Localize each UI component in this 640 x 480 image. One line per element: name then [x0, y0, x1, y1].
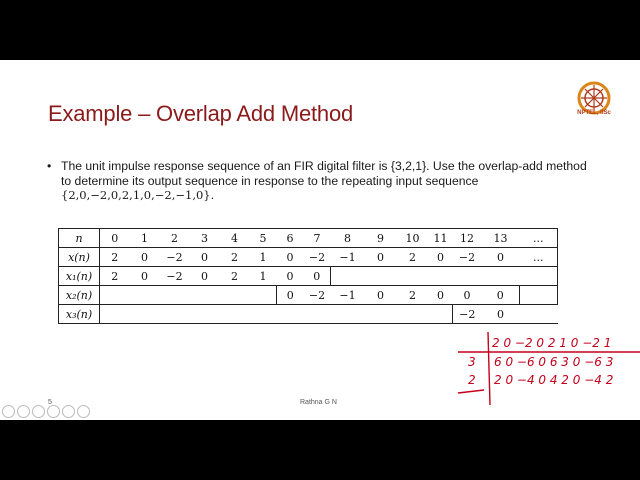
n-5: 5: [250, 229, 277, 248]
x3-12: −2: [453, 305, 482, 324]
hand-row-input: 2 0 −2 0 2 1 0 −2 1: [492, 336, 612, 350]
x1-0: 2: [100, 267, 130, 286]
slide-title: Example – Overlap Add Method: [48, 101, 354, 126]
n-0: 0: [100, 229, 130, 248]
row-label-x1: x₁(n): [59, 267, 100, 286]
row-label-n: n: [59, 229, 100, 248]
nav-next-icon[interactable]: [17, 405, 30, 418]
x-7: −2: [304, 248, 331, 267]
x2-7: −2: [304, 286, 331, 305]
x2-9: 0: [365, 286, 397, 305]
hand-row-times-3: 6 0 −6 0 6 3 0 −6 3: [494, 355, 614, 369]
n-2: 2: [160, 229, 190, 248]
x1-2: −2: [160, 267, 190, 286]
x1-empty: [331, 267, 558, 286]
input-sequence: {2,0,−2,0,2,1,0,−2,−1,0}.: [61, 188, 215, 202]
nav-pen-icon[interactable]: [47, 405, 60, 418]
hand-row-times-2: 2 0 −4 0 4 2 0 −4 2: [494, 373, 614, 387]
x-more: ...: [520, 248, 558, 267]
page-number: 5: [48, 399, 52, 406]
statement-line-1: The unit impulse response sequence of an FIR digital filter is {3,2,1}. Use the overlap-add method: [61, 159, 587, 173]
table-row-n: [59, 229, 558, 248]
n-4: 4: [220, 229, 250, 248]
row-label-x3: x₃(n): [59, 305, 100, 324]
x2-empty: [100, 286, 277, 305]
x2-13: 0: [482, 286, 520, 305]
n-12: 12: [453, 229, 482, 248]
x2-11: 0: [429, 286, 453, 305]
x1-6: 0: [277, 267, 304, 286]
x2-10: 2: [397, 286, 429, 305]
x3-empty: [100, 305, 453, 324]
n-13: 13: [482, 229, 520, 248]
n-9: 9: [365, 229, 397, 248]
n-8: 8: [331, 229, 365, 248]
hand-factor-3: 3: [468, 355, 476, 369]
slide: [0, 60, 640, 420]
x-12: −2: [453, 248, 482, 267]
x-10: 2: [397, 248, 429, 267]
x2-8: −1: [331, 286, 365, 305]
bullet-dot: •: [47, 159, 52, 173]
overlap-add-table: [58, 228, 558, 324]
x2-12: 0: [453, 286, 482, 305]
x-6: 0: [277, 248, 304, 267]
x-9: 0: [365, 248, 397, 267]
x1-7: 0: [304, 267, 331, 286]
hand-factor-2: 2: [468, 373, 476, 387]
n-11: 11: [429, 229, 453, 248]
x-4: 2: [220, 248, 250, 267]
x-3: 0: [190, 248, 220, 267]
logo-text: NPTEL, IISc: [577, 110, 611, 116]
table-row-x1: [59, 267, 558, 286]
x-8: −1: [331, 248, 365, 267]
x1-4: 2: [220, 267, 250, 286]
x-2: −2: [160, 248, 190, 267]
n-3: 3: [190, 229, 220, 248]
row-label-x: x(n): [59, 248, 100, 267]
x3-tail: [520, 305, 558, 324]
n-6: 6: [277, 229, 304, 248]
nptel-logo-icon: [572, 76, 616, 128]
x3-13: 0: [482, 305, 520, 324]
nav-zoom-icon[interactable]: [62, 405, 75, 418]
x-11: 0: [429, 248, 453, 267]
slide-navigation: [2, 405, 90, 418]
statement-line-2: to determine its output sequence in response to the repeating input sequence: [61, 173, 479, 188]
x2-more: [520, 286, 558, 305]
n-7: 7: [304, 229, 331, 248]
n-10: 10: [397, 229, 429, 248]
x-1: 0: [130, 248, 160, 267]
nav-more-icon[interactable]: [77, 405, 90, 418]
row-label-x2: x₂(n): [59, 286, 100, 305]
n-1: 1: [130, 229, 160, 248]
x2-6: 0: [277, 286, 304, 305]
table-row-x: [59, 248, 558, 267]
handwritten-convolution-notes: [454, 330, 640, 410]
x1-3: 0: [190, 267, 220, 286]
x-13: 0: [482, 248, 520, 267]
x-0: 2: [100, 248, 130, 267]
x1-5: 1: [250, 267, 277, 286]
author-name: Rathna G N: [300, 399, 337, 406]
x1-1: 0: [130, 267, 160, 286]
table-row-x3: [59, 305, 558, 324]
nav-menu-icon[interactable]: [32, 405, 45, 418]
table-row-x2: [59, 286, 558, 305]
x-5: 1: [250, 248, 277, 267]
n-more: ...: [520, 229, 558, 248]
nav-prev-icon[interactable]: [2, 405, 15, 418]
